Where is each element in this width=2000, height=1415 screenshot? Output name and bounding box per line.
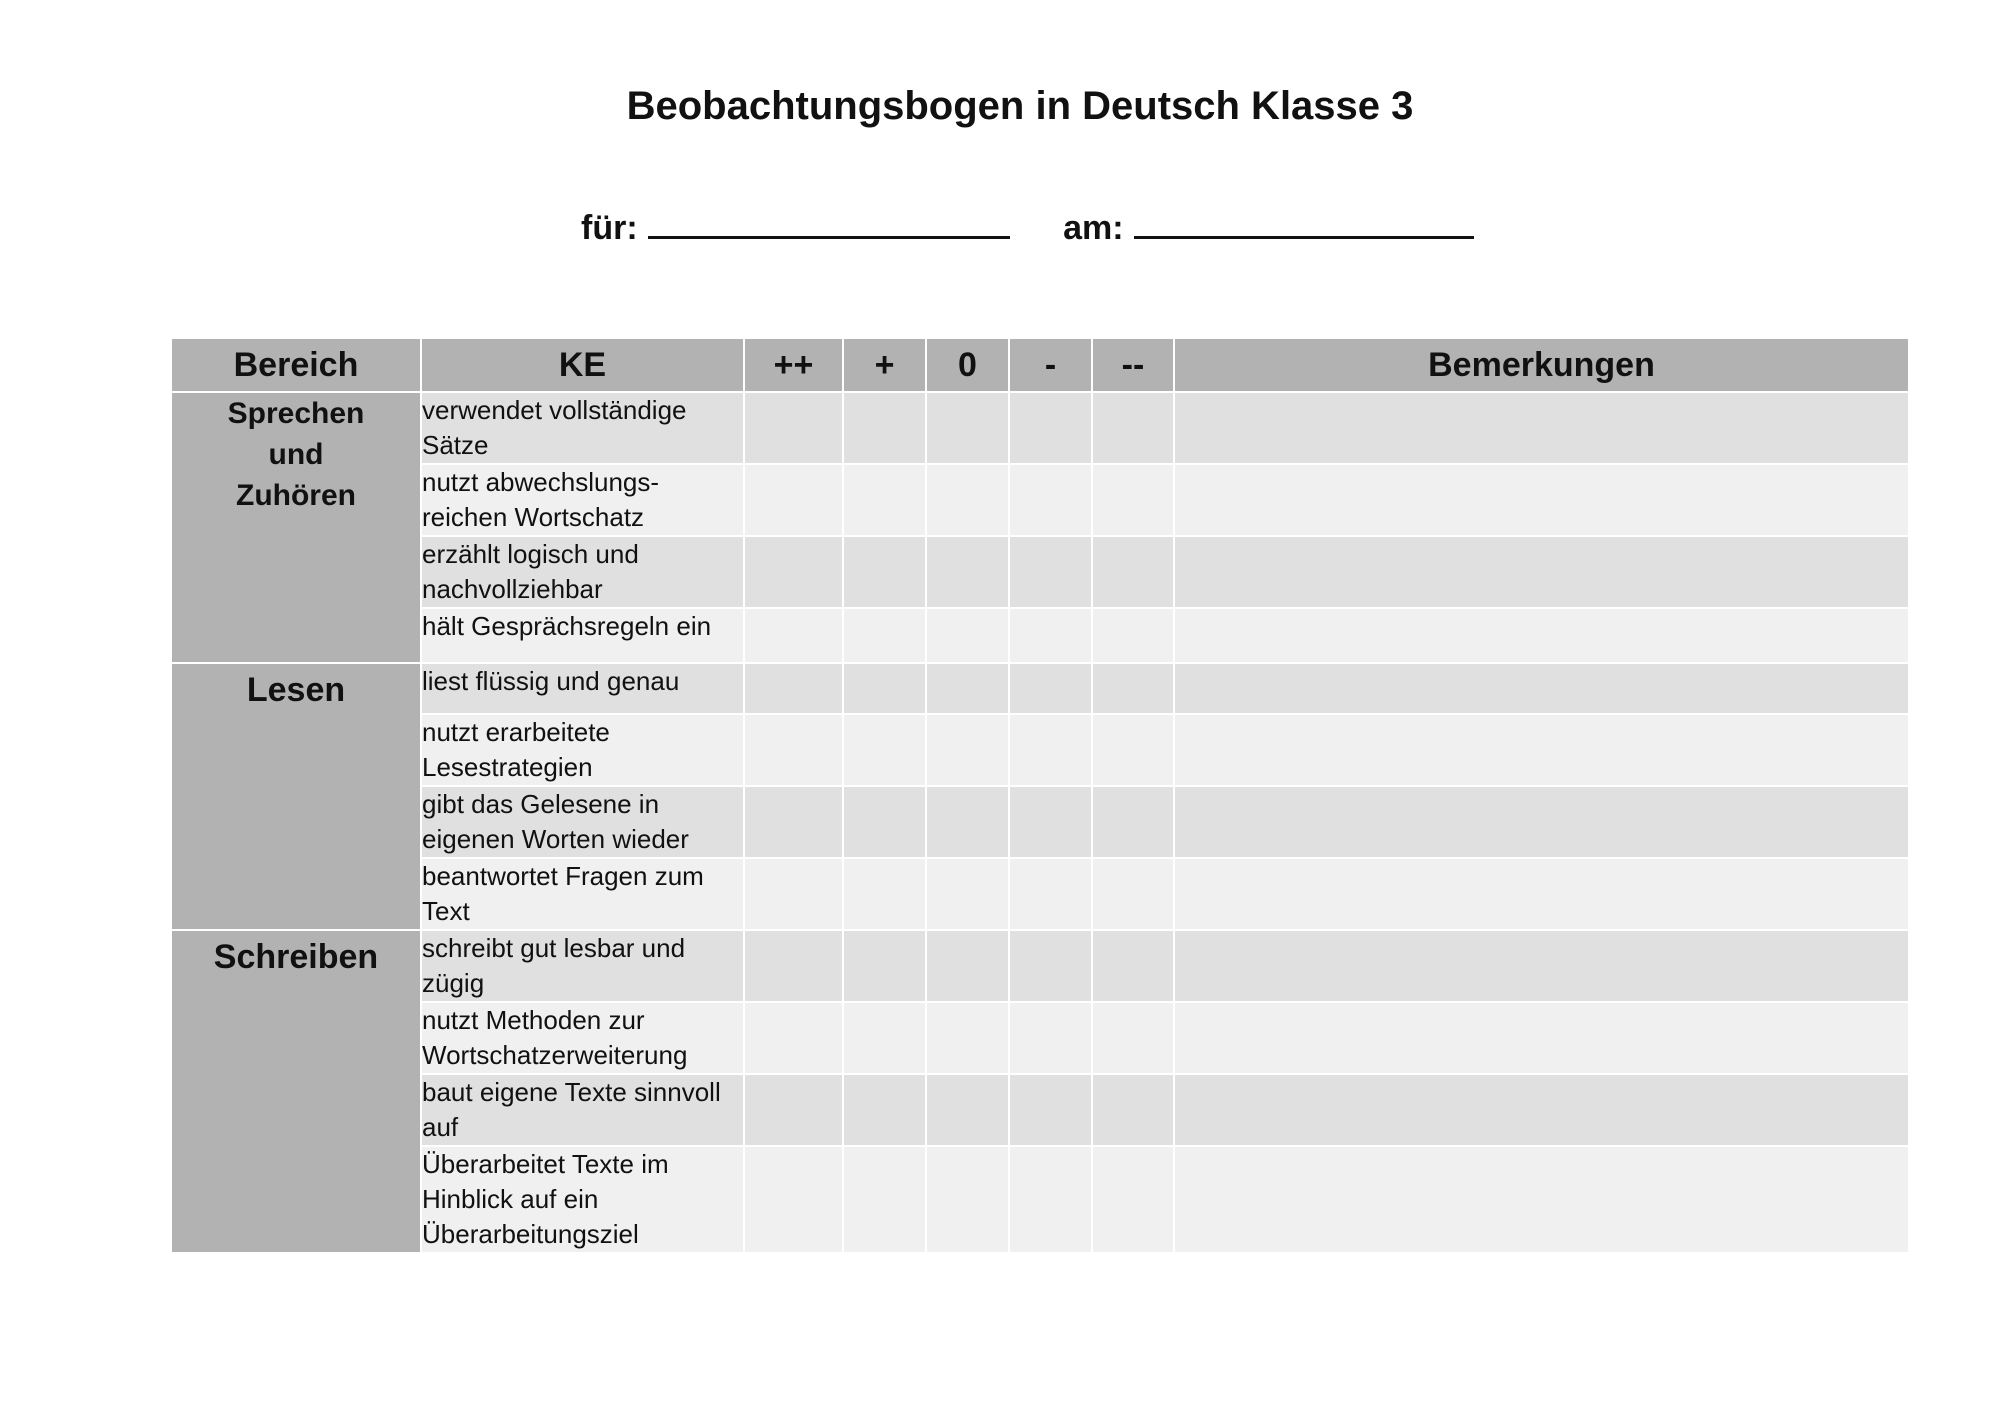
bemerkungen-cell[interactable] [1174,536,1909,608]
rating-cell-poor[interactable] [1009,786,1092,858]
table-row [171,392,1909,464]
rating-cell-good[interactable] [843,608,926,663]
rating-cell-neutral[interactable] [926,1146,1009,1253]
bemerkungen-cell[interactable] [1174,1146,1909,1253]
rating-cell-good[interactable] [843,464,926,536]
observation-table [170,337,1910,1254]
bereich-cell [171,930,421,1253]
rating-cell-very-good[interactable] [744,930,843,1002]
bemerkungen-cell[interactable] [1174,464,1909,536]
bemerkungen-cell[interactable] [1174,786,1909,858]
rating-cell-good[interactable] [843,786,926,858]
rating-cell-very-poor[interactable] [1092,536,1174,608]
ke-cell: verwendet vollständige Sätze [421,392,744,464]
rating-cell-good[interactable] [843,1074,926,1146]
rating-cell-good[interactable] [843,536,926,608]
bereich-cell [171,392,421,663]
fuer-blank-line[interactable] [648,208,1010,239]
table-row [171,930,1909,1002]
table-row [171,858,1909,930]
bemerkungen-cell[interactable] [1174,714,1909,786]
rating-cell-very-good[interactable] [744,392,843,464]
rating-cell-very-poor[interactable] [1092,1002,1174,1074]
ke-cell: nutzt abwechslungs-reichen Wortschatz [421,464,744,536]
ke-cell: schreibt gut lesbar und zügig [421,930,744,1002]
ke-cell: gibt das Gelesene in eigenen Worten wieder [421,786,744,858]
ke-cell: nutzt erarbeitete Lesestrategien [421,714,744,786]
rating-cell-neutral[interactable] [926,663,1009,714]
rating-cell-poor[interactable] [1009,1146,1092,1253]
bemerkungen-cell[interactable] [1174,663,1909,714]
table-row [171,786,1909,858]
rating-cell-very-poor[interactable] [1092,714,1174,786]
bemerkungen-cell[interactable] [1174,1074,1909,1146]
bereich-label-line: Schreiben [213,938,379,976]
rating-cell-very-good[interactable] [744,858,843,930]
rating-cell-good[interactable] [843,663,926,714]
rating-cell-neutral[interactable] [926,858,1009,930]
rating-cell-neutral[interactable] [926,608,1009,663]
table-body [171,392,1909,1253]
rating-cell-poor[interactable] [1009,663,1092,714]
rating-cell-poor[interactable] [1009,1002,1092,1074]
table-row [171,536,1909,608]
rating-cell-very-poor[interactable] [1092,464,1174,536]
ke-cell: erzählt logisch und nachvollziehbar [421,536,744,608]
rating-cell-very-poor[interactable] [1092,392,1174,464]
rating-cell-very-good[interactable] [744,608,843,663]
rating-cell-very-poor[interactable] [1092,930,1174,1002]
rating-cell-good[interactable] [843,930,926,1002]
meta-line [581,208,1474,248]
header-ke: KE [421,338,744,392]
rating-cell-very-good[interactable] [744,663,843,714]
table-row [171,1002,1909,1074]
rating-cell-poor[interactable] [1009,608,1092,663]
rating-cell-good[interactable] [843,858,926,930]
table-row [171,608,1909,663]
rating-cell-good[interactable] [843,1002,926,1074]
header-rating-good: + [843,338,926,392]
rating-cell-very-poor[interactable] [1092,608,1174,663]
ke-cell: liest flüssig und genau [421,663,744,714]
table-row [171,663,1909,714]
rating-cell-neutral[interactable] [926,536,1009,608]
rating-cell-good[interactable] [843,392,926,464]
rating-cell-very-good[interactable] [744,714,843,786]
fuer-label: für: [581,209,638,247]
bemerkungen-cell[interactable] [1174,930,1909,1002]
bereich-label-line: und [268,438,324,471]
bereich-label-line: Lesen [246,671,346,709]
rating-cell-poor[interactable] [1009,858,1092,930]
rating-cell-neutral[interactable] [926,786,1009,858]
rating-cell-poor[interactable] [1009,714,1092,786]
rating-cell-neutral[interactable] [926,714,1009,786]
bereich-cell [171,663,421,930]
bereich-label-line: Sprechen [227,397,365,430]
bemerkungen-cell[interactable] [1174,858,1909,930]
rating-cell-good[interactable] [843,714,926,786]
rating-cell-very-good[interactable] [744,1074,843,1146]
rating-cell-neutral[interactable] [926,930,1009,1002]
rating-cell-poor[interactable] [1009,930,1092,1002]
am-label: am: [1063,209,1124,247]
ke-cell: hält Gesprächsregeln ein [421,608,744,663]
rating-cell-neutral[interactable] [926,1074,1009,1146]
rating-cell-very-good[interactable] [744,464,843,536]
ke-cell: baut eigene Texte sinnvoll auf [421,1074,744,1146]
rating-cell-neutral[interactable] [926,1002,1009,1074]
bemerkungen-cell[interactable] [1174,1002,1909,1074]
rating-cell-neutral[interactable] [926,392,1009,464]
page-title: Beobachtungsbogen in Deutsch Klasse 3 [626,84,1414,128]
bemerkungen-cell[interactable] [1174,608,1909,663]
rating-cell-very-poor[interactable] [1092,663,1174,714]
rating-cell-poor[interactable] [1009,464,1092,536]
rating-cell-poor[interactable] [1009,392,1092,464]
rating-cell-neutral[interactable] [926,464,1009,536]
ke-cell: nutzt Methoden zur Wortschatzerweiterung [421,1002,744,1074]
rating-cell-very-poor[interactable] [1092,858,1174,930]
rating-cell-very-poor[interactable] [1092,786,1174,858]
table-row [171,1146,1909,1253]
rating-cell-good[interactable] [843,1146,926,1253]
rating-cell-very-poor[interactable] [1092,1146,1174,1253]
bemerkungen-cell[interactable] [1174,392,1909,464]
rating-cell-poor[interactable] [1009,1074,1092,1146]
header-bemerkungen: Bemerkungen [1174,338,1909,392]
rating-cell-very-good[interactable] [744,1002,843,1074]
rating-cell-very-good[interactable] [744,1146,843,1253]
header-rating-poor: - [1009,338,1092,392]
am-blank-line[interactable] [1134,208,1474,239]
table-row [171,1074,1909,1146]
header-rating-neutral: 0 [926,338,1009,392]
header-rating-very-good: ++ [744,338,843,392]
ke-cell: beantwortet Fragen zum Text [421,858,744,930]
header-bereich: Bereich [171,338,421,392]
table-row [171,714,1909,786]
ke-cell: Überarbeitet Texte im Hinblick auf ein Überarbeitungsziel [421,1146,744,1253]
rating-cell-very-poor[interactable] [1092,1074,1174,1146]
rating-cell-poor[interactable] [1009,536,1092,608]
rating-cell-very-good[interactable] [744,786,843,858]
rating-cell-very-good[interactable] [744,536,843,608]
header-rating-very-poor: -- [1092,338,1174,392]
bereich-label-line: Zuhören [236,479,356,512]
table-row [171,464,1909,536]
header-row [171,338,1909,392]
